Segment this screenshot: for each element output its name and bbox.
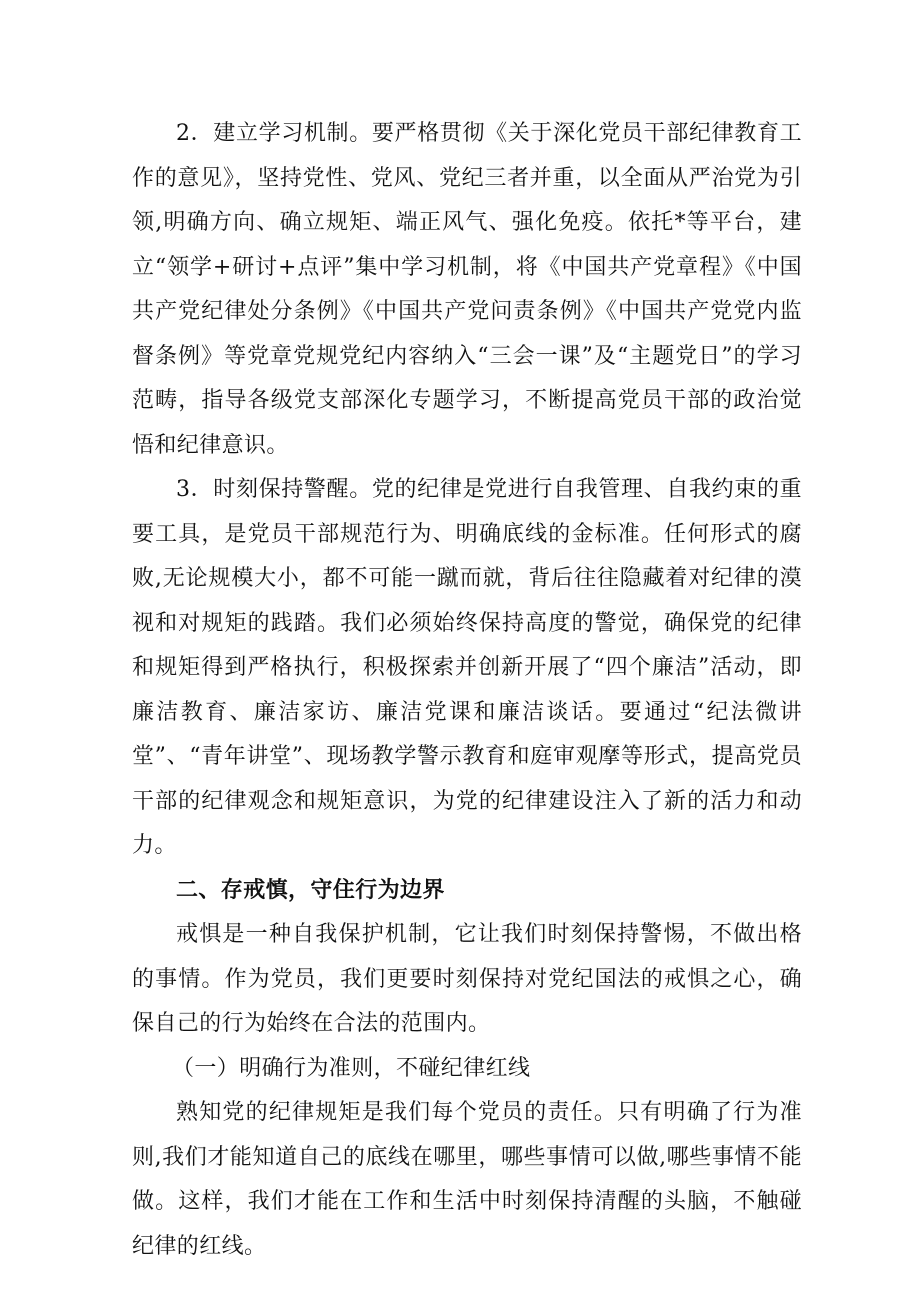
paragraph-stay-vigilant: 3．时刻保持警醒。党的纪律是党进行自我管理、自我约束的重要工具，是党员干部规范行为、明确底线的金标准。任何形式的腐败,无论规模大小，都不可能一蹴而就，背后往往隐藏着对纪律的漠视和对规矩的践踏。我们必须始终保持高度的警觉，确保党的纪律和规矩得到严格执行，积极探索并创新开展了“四个廉洁”活动，即廉洁教育、廉洁家访、廉洁党课和廉洁谈话。要通过“纪法微讲堂”、“青年讲堂”、现场教学警示教育和庭审观摩等形式，提高党员干部的纪律观念和规矩意识，为党的纪律建设注入了新的活力和动力。 [132, 477, 802, 858]
paragraph-learning-mechanism: 2．建立学习机制。要严格贯彻《关于深化党员干部纪律教育工作的意见》，坚持党性、党风、党纪三者并重，以全面从严治党为引领,明确方向、确立规矩、端正风气、强化免疫。依托*等平台，建立“领学+研讨+点评”集中学习机制，将《中国共产党章程》《中国共产党纪律处分条例》《中国共产党问责条例》《中国共产党党内监督条例》等党章党规党纪内容纳入“三会一课”及“主题党日”的学习范畴，指导各级党支部深化专题学习，不断提高党员干部的政治觉悟和纪律意识。 [132, 121, 802, 458]
subsection-heading-1: （一）明确行为准则，不碰纪律红线 [172, 1055, 531, 1081]
section-heading-2: 二、存戒慎，守住行为边界 [176, 877, 445, 903]
paragraph-code-of-conduct: 熟知党的纪律规矩是我们每个党员的责任。只有明确了行为准则,我们才能知道自己的底线在哪里，哪些事情可以做,哪些事情不能做。这样，我们才能在工作和生活中时刻保持清醒的头脑，不触碰纪律的红线。 [132, 1100, 802, 1259]
paragraph-fear-mechanism: 戒惧是一种自我保护机制，它让我们时刻保持警惕，不做出格的事情。作为党员，我们更要时刻保持对党纪国法的戒惧之心，确保自己的行为始终在合法的范围内。 [132, 922, 802, 1036]
